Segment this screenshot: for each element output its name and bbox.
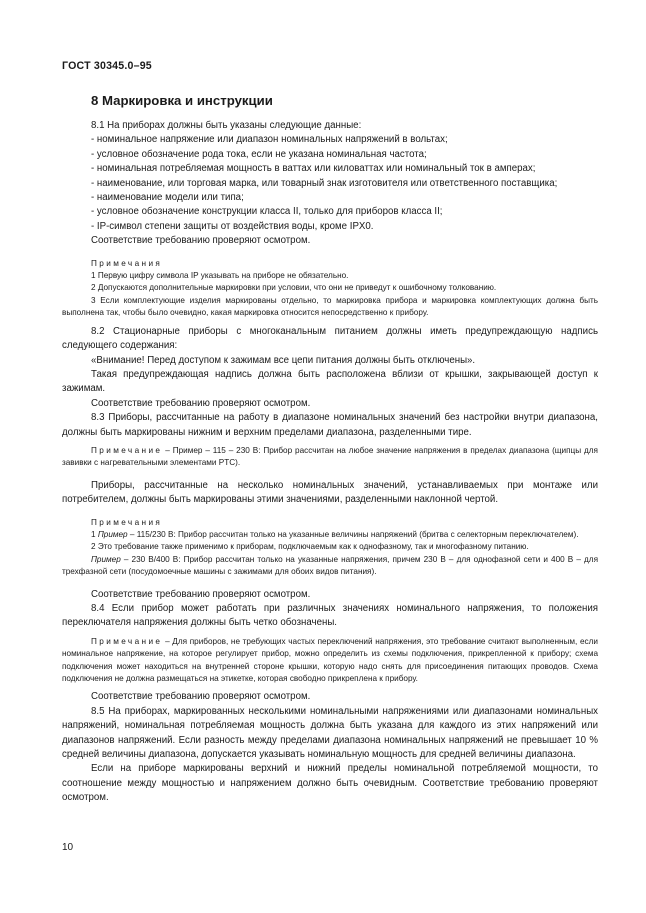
note-item: 2 Это требование также применимо к приборам, подключаемым как к однофазному, так и многофазному питанию. <box>91 542 529 552</box>
paragraph-8-2: 8.2 Стационарные приборы с многоканальным питанием должны иметь предупреждающую надпись следующего содержания: <box>62 325 598 352</box>
page-number: 10 <box>62 842 74 853</box>
list-item: - номинальная потребляемая мощность в ваттах или киловаттах или номинальный ток в амперах; <box>91 163 536 175</box>
note-label: Примечание <box>91 445 163 455</box>
note-item <box>62 529 598 541</box>
section-body <box>62 119 598 806</box>
list-item: - наименование, или торговая марка, или товарный знак изготовителя или ответственного поставщика; <box>91 177 558 189</box>
paragraph: Такая предупреждающая надпись должна быть расположена вблизи от крышки, закрывающей доступ к зажимам. <box>62 368 598 395</box>
note-item: 3 Если комплектующие изделия маркированы отдельно, то маркировка прибора и маркировка комплектующих должна быть выполнена так, чтобы было очевидно, какая маркировка относится непосредственно к прибору. <box>62 295 598 318</box>
notes-heading: Примечания <box>91 258 163 268</box>
compliance-check: Соответствие требованию проверяют осмотром. <box>91 235 311 247</box>
note-item: 1 Первую цифру символа IP указывать на приборе не обязательно. <box>91 271 349 281</box>
list-item: - условное обозначение рода тока, если не указана номинальная частота; <box>91 148 427 160</box>
note-item <box>62 554 598 579</box>
paragraph-8-3: 8.3 Приборы, рассчитанные на работу в диапазоне номинальных значений без настройки внутри диапазона, должны быть маркированы нижним и верхним пределами диапазона, разделенными тире. <box>62 412 598 438</box>
note <box>62 445 598 470</box>
warning-text: «Внимание! Перед доступом к зажимам все цепи питания должны быть отключены». <box>91 354 476 366</box>
compliance-check: Соответствие требованию проверяют осмотром. <box>91 691 311 703</box>
compliance-check: Соответствие требованию проверяют осмотром. <box>91 397 311 409</box>
paragraph-8-4: 8.4 Если прибор может работать при различных значениях номинального напряжения, то положения переключателя напряжения должны быть четко обозначены. <box>62 603 598 629</box>
paragraph-8-1: 8.1 На приборах должны быть указаны следующие данные: <box>91 120 362 131</box>
note-item: 2 Допускаются дополнительные маркировки при условии, что они не приведут к ошибочному толкованию. <box>91 283 497 293</box>
note-text: – 230 В/400 В: Прибор рассчитан только на указанные напряжения, причем 230 В – для однофазной сети и 400 В – для трехфазной сети (посудомоечные машины с зажимами для обоих видов питания). <box>62 554 598 577</box>
list-item: - условное обозначение конструкции класса II, только для приборов класса II; <box>91 206 443 218</box>
notes-heading: Примечания <box>91 517 163 527</box>
example-label: Пример <box>97 529 128 539</box>
note-text: – 115/230 В: Прибор рассчитан только на указанные величины напряжений (бритва с селекторным переключателем). <box>129 529 579 539</box>
standard-code: ГОСТ 30345.0–95 <box>62 60 152 72</box>
compliance-check: Соответствие требованию проверяют осмотром. <box>91 588 311 600</box>
note-number: 1 <box>91 529 96 539</box>
list-item: - номинальное напряжение или диапазон номинальных напряжений в вольтах; <box>91 134 448 146</box>
list-item: - наименование модели или типа; <box>91 192 244 204</box>
note <box>62 636 598 686</box>
paragraph: Если на приборе маркированы верхний и нижний пределы номинальной потребляемой мощности, то соотношение между мощностью и напряжением должно быть очевидным. Соответствие требованию проверяют осмотром. <box>62 763 598 804</box>
section-title: 8 Маркировка и инструкции <box>91 93 273 108</box>
list-item: - IP-символ степени защиты от воздействия воды, кроме IPX0. <box>91 220 374 232</box>
paragraph-8-5: 8.5 На приборах, маркированных несколькими номинальными напряжениями или диапазонами номинальных напряжений, номинальная потребляемая мощность должна быть указана для каждого из этих напряжений или диапазонов напряжений. Если разность между пределами диапазона номинальных напряжений не превышает 10 % средней величины диапазона, допускается указывать номинальную мощность для средней величины диапазона. <box>62 705 598 761</box>
note-label: Примечание <box>91 636 163 646</box>
note-text: – Для приборов, не требующих частых переключений напряжения, это требование считают выполненным, если номинальное напряжение, на которое регулирует прибор, можно определить из схемы подключения, прикрепленной к прибору; схема подключения может находиться на внутренней стороне крышки, которую надо снять для присоединения питающих проводов. Схема подключения не должна размещаться на этикетке, которая свободно прикреплена к прибору. <box>62 636 598 684</box>
paragraph: Приборы, рассчитанные на несколько номинальных значений, устанавливаемых при монтаже или потребителем, должны быть маркированы этими значениями, разделенными наклонной чертой. <box>62 479 598 506</box>
note-text: – Пример – 115 – 230 В: Прибор рассчитан на любое значение напряжения в пределах диапазона (щипцы для завивки с нагревательными элементами PTC). <box>62 445 598 468</box>
example-label: Пример <box>91 554 121 564</box>
